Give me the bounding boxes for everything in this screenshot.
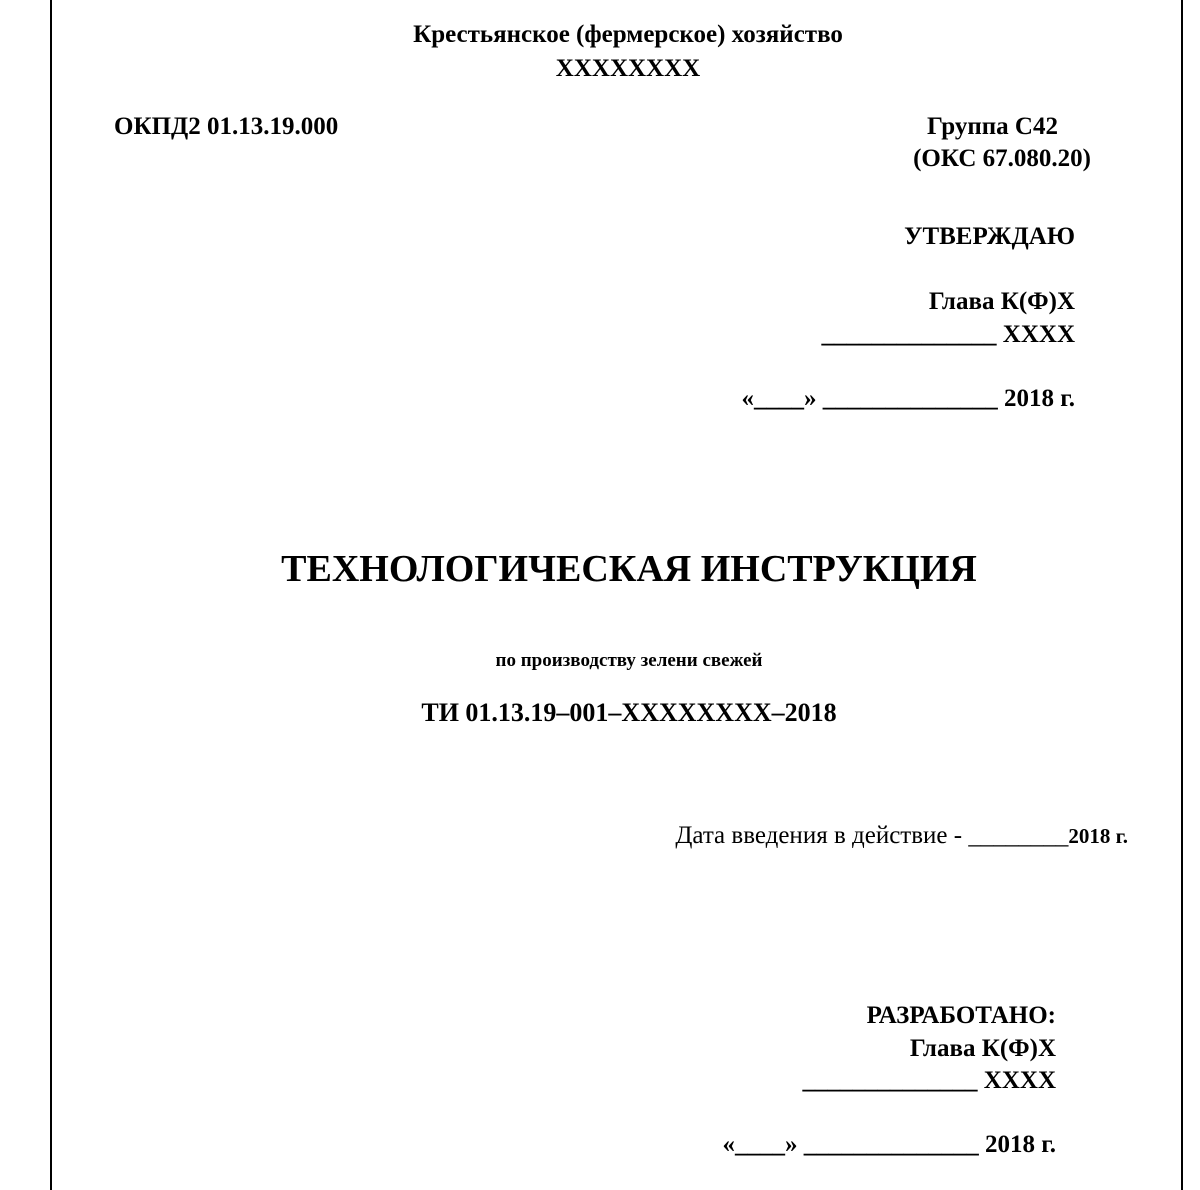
okpd-code: ОКПД2 01.13.19.000 [114, 113, 339, 140]
document-title: ТЕХНОЛОГИЧЕСКАЯ ИНСТРУКЦИЯ [281, 548, 977, 590]
effective-date [560, 823, 1128, 848]
organization-name: Крестьянское (фермерское) хозяйство [413, 21, 843, 48]
developed-date-line: «____» ______________ 2018 г. [722, 1131, 1056, 1158]
approval-title: УТВЕРЖДАЮ [904, 223, 1075, 250]
page-border-left [50, 0, 52, 1190]
approval-signature-line: ______________ XXXX [821, 321, 1075, 348]
approval-position: Глава К(Ф)Х [928, 288, 1075, 315]
developed-title: РАЗРАБОТАНО: [866, 1002, 1056, 1029]
group-code: Группа С42 [926, 113, 1058, 140]
approval-date-line: «____» ______________ 2018 г. [741, 385, 1075, 412]
developed-position: Глава К(Ф)Х [909, 1035, 1056, 1062]
page-border-right [1181, 0, 1183, 1190]
developed-signature-line: ______________ XXXX [802, 1067, 1056, 1094]
organization-code: XXXXXXXX [555, 55, 701, 82]
document-code: ТИ 01.13.19–001–XXXXXXXX–2018 [421, 698, 837, 727]
oks-code: (ОКС 67.080.20) [913, 145, 1091, 172]
effective-date-label: Дата введения в действие - ________ [675, 822, 1069, 849]
document-subtitle: по производству зелени свежей [495, 650, 763, 671]
effective-date-year: 2018 г. [1068, 824, 1128, 848]
